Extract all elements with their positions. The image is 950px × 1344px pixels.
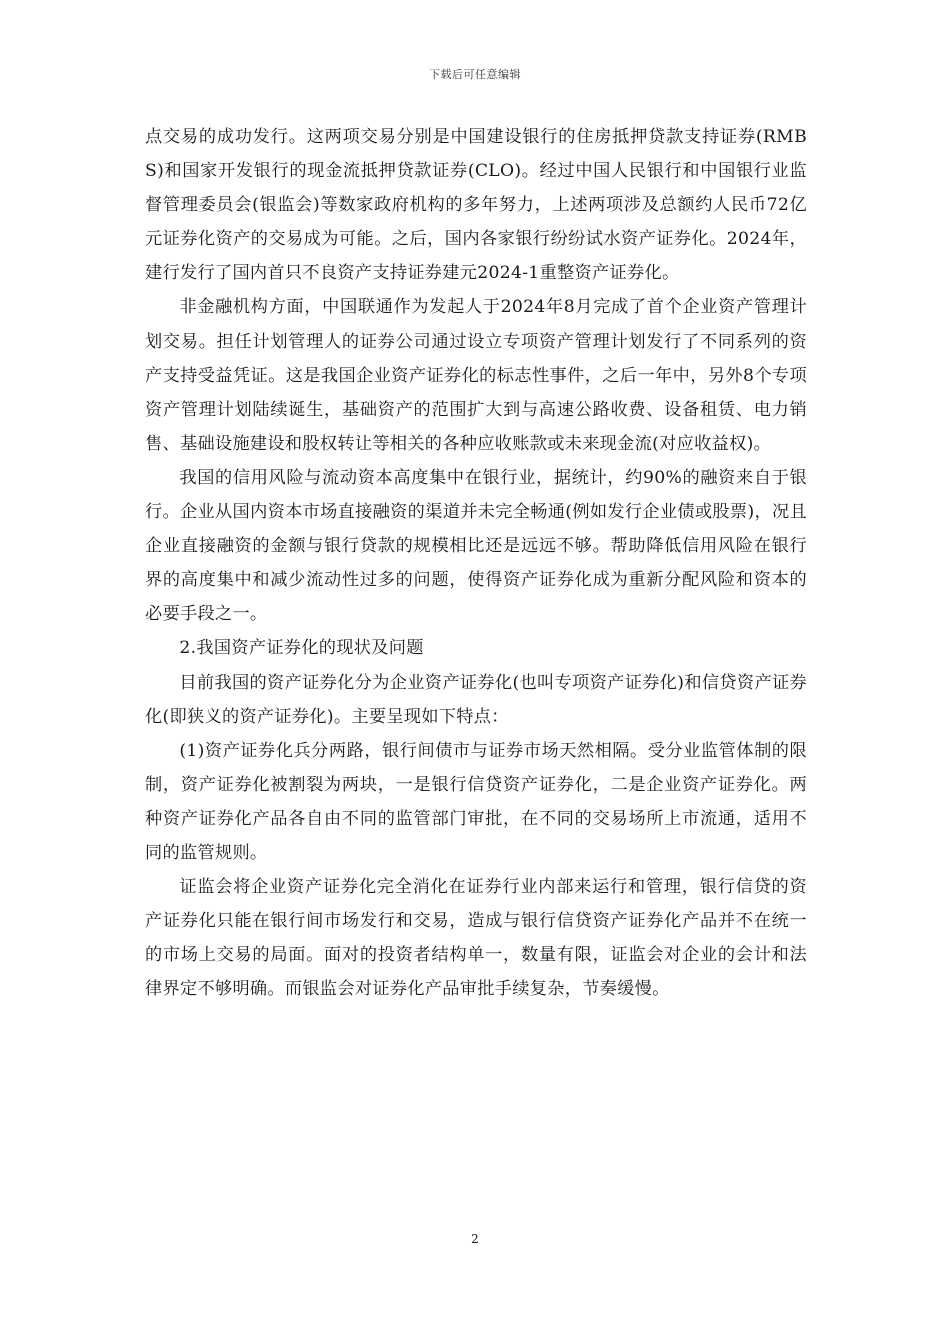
paragraph: 目前我国的资产证券化分为企业资产证券化(也叫专项资产证券化)和信贷资产证券化(即狭义的资产证券化)。主要呈现如下特点： — [145, 672, 807, 727]
page-header: 下载后可任意编辑 — [429, 68, 521, 81]
paragraph: 我国的信用风险与流动资本高度集中在银行业，据统计，约90%的融资来自于银行。企业从国内资本市场直接融资的渠道并未完全畅通(例如发行企业债或股票)，况且企业直接融资的金额与银行贷款的规模相比还是远远不够。帮助降低信用风险在银行界的高度集中和减少流动性过多的问题，使得资产证券化成为重新分配风险和资本的必要手段之一。 — [145, 467, 807, 625]
page-number: 2 — [471, 1232, 479, 1246]
section-heading: 2.我国资产证券化的现状及问题 — [179, 638, 424, 659]
document-body — [145, 120, 807, 1006]
paragraph: 证监会将企业资产证券化完全消化在证券行业内部来运行和管理，银行信贷的资产证券化只能在银行间市场发行和交易，造成与银行信贷资产证券化产品并不在统一的市场上交易的局面。面对的投资者结构单一，数量有限，证监会对企业的会计和法律界定不够明确。而银监会对证券化产品审批手续复杂，节奏缓慢。 — [145, 877, 807, 1000]
paragraph: 点交易的成功发行。这两项交易分别是中国建设银行的住房抵押贷款支持证券(RMBS)和国家开发银行的现金流抵押贷款证券(CLO)。经过中国人民银行和中国银行业监督管理委员会(银监会)等数家政府机构的多年努力，上述两项涉及总额约人民币72亿元证券化资产的交易成为可能。之后，国内各家银行纷纷试水资产证券化。2024年，建行发行了国内首只不良资产支持证券建元2024-1重整资产证券化。 — [145, 127, 807, 284]
paragraph: (1)资产证券化兵分两路，银行间债市与证券市场天然相隔。受分业监管体制的限制，资产证券化被割裂为两块，一是银行信贷资产证券化，二是企业资产证券化。两种资产证券化产品各自由不同的监管部门审批，在不同的交易场所上市流通，适用不同的监管规则。 — [145, 740, 807, 863]
paragraph: 非金融机构方面，中国联通作为发起人于2024年8月完成了首个企业资产管理计划交易。担任计划管理人的证券公司通过设立专项资产管理计划发行了不同系列的资产支持受益凭证。这是我国企业资产证券化的标志性事件，之后一年中，另外8个专项资产管理计划陆续诞生，基础资产的范围扩大到与高速公路收费、设备租赁、电力销售、基础设施建设和股权转让等相关的各种应收账款或未来现金流(对应收益权)。 — [145, 297, 807, 454]
